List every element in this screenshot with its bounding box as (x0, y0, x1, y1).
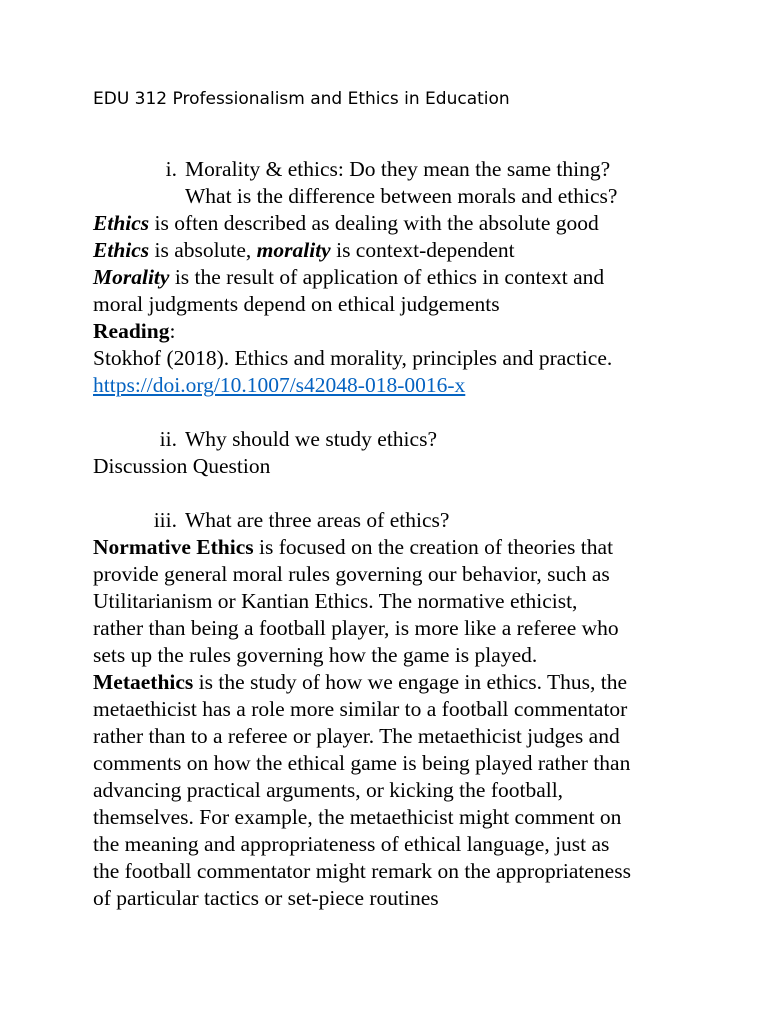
paragraph-line: rather than being a football player, is more like a referee who (93, 616, 619, 640)
reading-heading (93, 318, 693, 345)
paragraph-line: comments on how the ethical game is being played rather than (93, 751, 631, 775)
discussion-note: Discussion Question (93, 454, 271, 478)
document-body (93, 156, 693, 912)
document-header: EDU 312 Professionalism and Ethics in Education (93, 89, 510, 109)
term-morality: morality (256, 238, 331, 262)
paragraph-line: rather than to a referee or player. The metaethicist judges and (93, 724, 620, 748)
paragraph-line: provide general moral rules governing our behavior, such as (93, 562, 610, 586)
paragraph-line: moral judgments depend on ethical judgements (93, 292, 500, 316)
paragraph-line: Utilitarianism or Kantian Ethics. The normative ethicist, (93, 589, 578, 613)
text-run: is the result of application of ethics in context and (169, 265, 605, 289)
paragraph-line: the meaning and appropriateness of ethical language, just as (93, 832, 610, 856)
text-run: : (169, 319, 176, 343)
text-run: is context-dependent (330, 238, 515, 262)
question-text: Morality & ethics: Do they mean the same thing? (185, 157, 611, 181)
paragraph-line (93, 210, 693, 237)
text-run: is often described as dealing with the absolute good (149, 211, 599, 235)
question-text: Why should we study ethics? (185, 427, 437, 451)
list-item-3 (93, 507, 693, 534)
spacer (93, 399, 693, 426)
term-ethics: Ethics (93, 238, 150, 262)
list-item-1 (93, 156, 693, 183)
paragraph-line: advancing practical arguments, or kicking the football, (93, 778, 564, 802)
question-text: What is the difference between morals and ethics? (185, 184, 618, 208)
text-run: is focused on the creation of theories that (253, 535, 614, 559)
text-run: is absolute, (149, 238, 257, 262)
list-item-2 (93, 426, 693, 453)
list-number: i. (165, 157, 177, 181)
list-number: ii. (159, 427, 177, 451)
paragraph-line (93, 534, 693, 561)
paragraph-line: the football commentator might remark on the appropriateness (93, 859, 631, 883)
spacer (93, 480, 693, 507)
paragraph-line: metaethicist has a role more similar to a football commentator (93, 697, 628, 721)
question-text: What are three areas of ethics? (185, 508, 450, 532)
paragraph-line: of particular tactics or set-piece routines (93, 886, 439, 910)
paragraph-line (93, 237, 693, 264)
citation: Stokhof (2018). Ethics and morality, principles and practice. (93, 346, 613, 370)
paragraph-line: themselves. For example, the metaethicist might comment on (93, 805, 622, 829)
doi-link[interactable]: https://doi.org/10.1007/s42048-018-0016-x (93, 373, 466, 397)
list-number: iii. (153, 508, 177, 532)
term-normative-ethics: Normative Ethics (93, 535, 254, 559)
term-ethics: Ethics (93, 211, 150, 235)
paragraph-line: sets up the rules governing how the game is played. (93, 643, 538, 667)
text-run: is the study of how we engage in ethics. Thus, the (193, 670, 628, 694)
term-metaethics: Metaethics (93, 670, 194, 694)
reading-label: Reading (93, 319, 170, 343)
term-morality: Morality (93, 265, 170, 289)
paragraph-line (93, 669, 693, 696)
paragraph-line (93, 264, 693, 291)
